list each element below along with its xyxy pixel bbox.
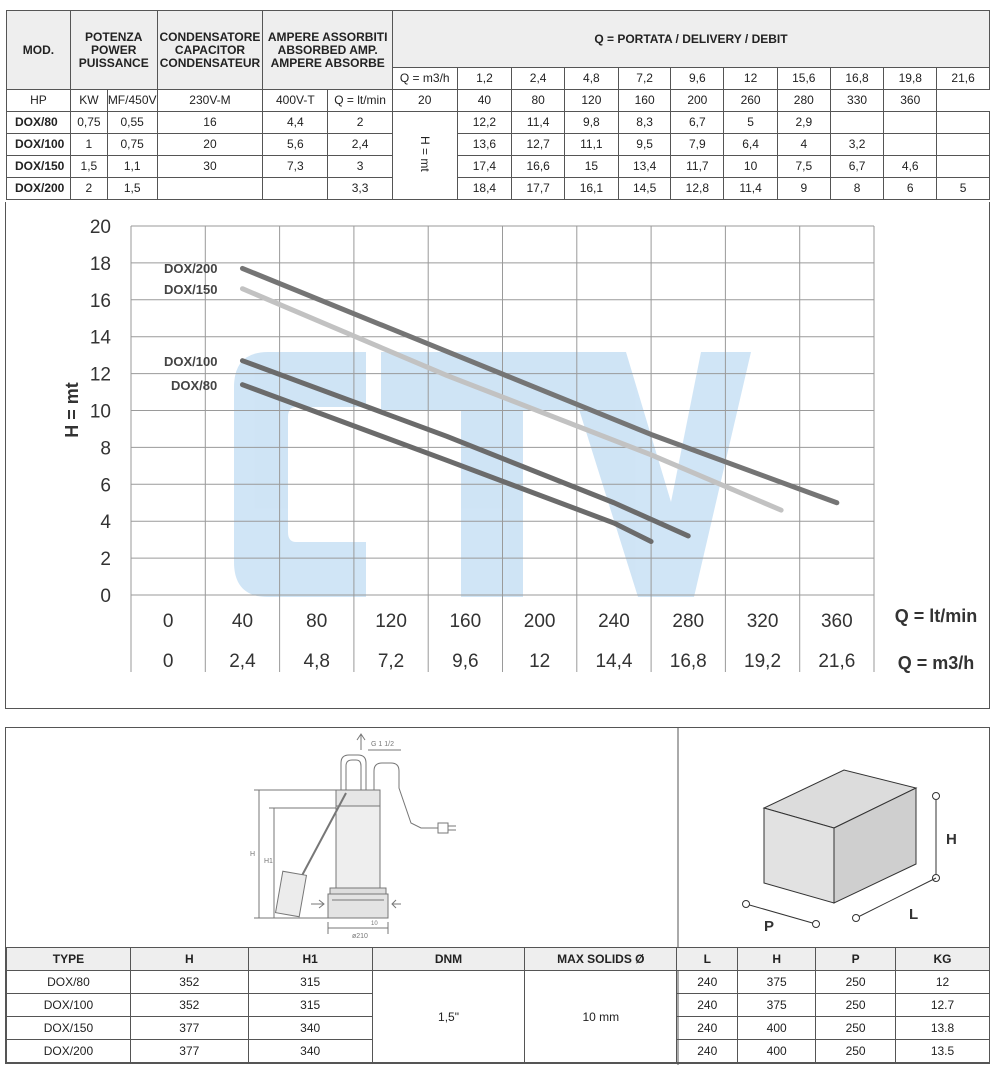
q-m3h-value: 21,6 [937,68,990,90]
series-label: DOX/150 [164,282,218,297]
type-cell: DOX/80 [7,971,131,994]
model-cell: DOX/80 [7,112,71,134]
dim-10-label: 10 [371,921,378,927]
type-cell: DOX/100 [7,994,131,1017]
box-drawing [743,770,940,928]
dnm-cell: 1,5" [372,971,525,1063]
x-tick-m3h: 0 [162,651,174,672]
q-ltmin-value: 20 [392,90,457,112]
amps-230-cell: 7,3 [263,156,328,178]
q-ltmin-value: 120 [565,90,619,112]
series-label: DOX/100 [164,354,218,369]
head-cell: 15 [565,156,619,178]
kg-cell: 13.5 [896,1040,990,1063]
box-p-label: P [764,918,775,935]
head-cell: 7,9 [671,134,724,156]
x-tick-ltmin: 200 [523,611,556,632]
l-cell: 240 [677,1040,738,1063]
x-tick-ltmin: 240 [598,611,630,632]
head-cell: 11,4 [512,112,565,134]
l-cell: 240 [677,971,738,994]
spec-row [7,178,990,200]
capacitor-cell: 16 [157,112,263,134]
h1-cell: 315 [248,971,372,994]
capacitor-header: CONDENSATORE CAPACITOR CONDENSATEUR [157,11,263,90]
dim-header: H [130,948,248,971]
y-tick-label: 18 [89,253,111,275]
head-cell: 13,4 [618,156,671,178]
hp-label: HP [7,90,71,112]
head-cell: 16,1 [565,178,619,200]
kw-cell: 1,1 [107,156,157,178]
dim-header: P [816,948,896,971]
x-tick-ltmin: 360 [820,611,853,632]
amps-400-cell: 3 [328,156,393,178]
pump-drawing [254,734,456,934]
head-cell [937,134,990,156]
head-cell: 17,4 [457,156,512,178]
head-cell: 4,6 [884,156,937,178]
head-cell: 3,2 [830,134,884,156]
head-cell: 17,7 [512,178,565,200]
amps-230-cell: 5,6 [263,134,328,156]
dim-header: TYPE [7,948,131,971]
hp-cell: 1,5 [70,156,107,178]
q-m3h-value: 7,2 [618,68,671,90]
head-cell: 11,4 [724,178,778,200]
model-cell: DOX/200 [7,178,71,200]
capacitor-cell: 20 [157,134,263,156]
head-cell: 8 [830,178,884,200]
x-tick-ltmin: 40 [231,611,254,632]
v400-label: 400V-T [263,90,328,112]
q-m3h-value: 9,6 [671,68,724,90]
l-cell: 240 [677,1017,738,1040]
kw-label: KW [70,90,107,112]
head-cell [884,134,937,156]
amps-230-cell: 4,4 [263,112,328,134]
dim-header: L [677,948,738,971]
q-ltmin-value: 260 [724,90,778,112]
power-header: POTENZA POWER PUISSANCE [70,11,157,90]
x-tick-ltmin: 120 [375,611,407,632]
head-cell [937,156,990,178]
x-tick-m3h: 16,8 [669,651,707,672]
kg-cell: 13.8 [896,1017,990,1040]
y-tick-label: 6 [100,475,111,497]
x-tick-ltmin: 80 [306,611,328,632]
x-tick-m3h: 4,8 [303,651,330,672]
q-ltmin-value: 160 [618,90,671,112]
head-cell: 2,9 [777,112,830,134]
head-cell: 5 [937,178,990,200]
head-cell [937,112,990,134]
q-ltmin-value: 200 [671,90,724,112]
hp-cell: 0,75 [70,112,107,134]
head-cell: 12,8 [671,178,724,200]
q-ltmin-value: 80 [512,90,565,112]
head-cell: 4 [777,134,830,156]
y-tick-label: 0 [100,586,111,607]
kw-cell: 1,5 [107,178,157,200]
l-cell: 240 [677,994,738,1017]
head-cell: 11,7 [671,156,724,178]
y-tick-label: 16 [89,290,111,312]
h1-cell: 340 [248,1040,372,1063]
q-m3h-value: 12 [724,68,778,90]
hp-cell: 1 [70,134,107,156]
q-ltmin-label: Q = lt/min [328,90,393,112]
max-solids-cell: 10 mm [525,971,677,1063]
head-cell: 8,3 [618,112,671,134]
model-cell: DOX/150 [7,156,71,178]
head-cell: 6 [884,178,937,200]
performance-chart [5,202,990,709]
dim-header: H [738,948,816,971]
x-axis-m3h-label: Q = m3/h [897,653,975,673]
model-cell: DOX/100 [7,134,71,156]
head-unit-label [392,112,457,200]
cap-unit-label: MF/450V [107,90,157,112]
head-cell: 6,7 [671,112,724,134]
dim-header: H1 [248,948,372,971]
p-cell: 250 [816,1040,896,1063]
series-label: DOX/80 [171,378,218,393]
dim-header: DNM [372,948,525,971]
box-h-label: H [946,831,957,848]
q-m3h-value: 15,6 [777,68,830,90]
type-cell: DOX/200 [7,1040,131,1063]
head-cell: 12,7 [512,134,565,156]
spec-table [6,10,990,200]
p-cell: 250 [816,994,896,1017]
dim-header: MAX SOLIDS Ø [525,948,677,971]
h-cell: 377 [130,1017,248,1040]
spec-row [7,112,990,134]
diameter-label: ø210 [352,933,368,940]
p-cell: 250 [816,971,896,994]
q-m3h-value: 1,2 [457,68,512,90]
head-cell: 13,6 [457,134,512,156]
q-ltmin-value: 40 [457,90,512,112]
h-cell: 377 [130,1040,248,1063]
x-tick-m3h: 19,2 [744,651,782,672]
x-tick-ltmin: 160 [449,611,482,632]
h-cell: 352 [130,971,248,994]
x-tick-m3h: 2,4 [229,651,256,672]
y-tick-label: 12 [89,364,111,386]
amps-400-cell: 3,3 [328,178,393,200]
x-tick-m3h: 14,4 [595,651,633,672]
q-ltmin-value: 280 [777,90,830,112]
mod-header: MOD. [7,11,71,90]
head-cell: 7,5 [777,156,830,178]
p-cell: 250 [816,1017,896,1040]
x-tick-m3h: 12 [529,651,551,672]
y-tick-label: 8 [100,438,111,460]
q-m3h-value: 2,4 [512,68,565,90]
q-ltmin-value: 330 [830,90,884,112]
spec-row [7,156,990,178]
head-cell: 5 [724,112,778,134]
y-axis-label: H = mt [62,382,82,438]
outlet-label: G 1 1/2 [371,741,394,748]
box-h-cell: 375 [738,994,816,1017]
head-cell: 11,1 [565,134,619,156]
amps-header: AMPERE ASSORBITI ABSORBED AMP. AMPERE ABSORBE [263,11,392,90]
y-tick-label: 4 [100,512,111,534]
series-label: DOX/200 [164,261,218,276]
head-cell [830,112,884,134]
kg-cell: 12 [896,971,990,994]
q-m3h-value: 19,8 [884,68,937,90]
amps-400-cell: 2,4 [328,134,393,156]
amps-400-cell: 2 [328,112,393,134]
head-cell: 14,5 [618,178,671,200]
h1-cell: 315 [248,994,372,1017]
kg-cell: 12.7 [896,994,990,1017]
spec-row [7,134,990,156]
head-cell: 9 [777,178,830,200]
dimension-table [6,947,990,1063]
box-h-cell: 400 [738,1017,816,1040]
y-tick-label: 20 [89,217,111,238]
x-tick-ltmin: 320 [746,611,779,632]
x-tick-ltmin: 280 [672,611,705,632]
x-tick-ltmin: 0 [162,611,174,632]
x-axis-ltmin-label: Q = lt/min [894,606,978,626]
x-tick-m3h: 21,6 [818,651,856,672]
amps-230-cell [263,178,328,200]
head-cell: 6,4 [724,134,778,156]
h1-cell: 340 [248,1017,372,1040]
y-tick-label: 14 [89,327,111,349]
q-m3h-value: 16,8 [830,68,884,90]
type-cell: DOX/150 [7,1017,131,1040]
kw-cell: 0,75 [107,134,157,156]
y-tick-label: 2 [100,549,111,571]
capacitor-cell [157,178,263,200]
x-tick-m3h: 7,2 [377,651,405,672]
v230-label: 230V-M [157,90,263,112]
head-cell: 6,7 [830,156,884,178]
h1-dim-label: H1 [264,858,273,865]
head-unit-text: H = mt [418,136,433,172]
box-h-cell: 400 [738,1040,816,1063]
q-ltmin-value: 360 [884,90,937,112]
capacitor-cell: 30 [157,156,263,178]
dim-row [7,971,990,994]
dim-header: KG [896,948,990,971]
y-tick-label: 10 [89,401,111,423]
kw-cell: 0,55 [107,112,157,134]
x-tick-m3h: 9,6 [452,651,479,672]
hp-cell: 2 [70,178,107,200]
head-cell: 16,6 [512,156,565,178]
head-cell [884,112,937,134]
q-m3h-label: Q = m3/h [392,68,457,90]
box-h-cell: 375 [738,971,816,994]
chart-svg [6,202,991,709]
head-cell: 18,4 [457,178,512,200]
h-dim-label: H [250,851,256,858]
head-cell: 12,2 [457,112,512,134]
head-cell: 9,5 [618,134,671,156]
head-cell: 9,8 [565,112,619,134]
delivery-header: Q = PORTATA / DELIVERY / DEBIT [392,11,989,68]
box-l-label: L [909,906,919,923]
q-m3h-value: 4,8 [565,68,619,90]
head-cell: 10 [724,156,778,178]
h-cell: 352 [130,994,248,1017]
